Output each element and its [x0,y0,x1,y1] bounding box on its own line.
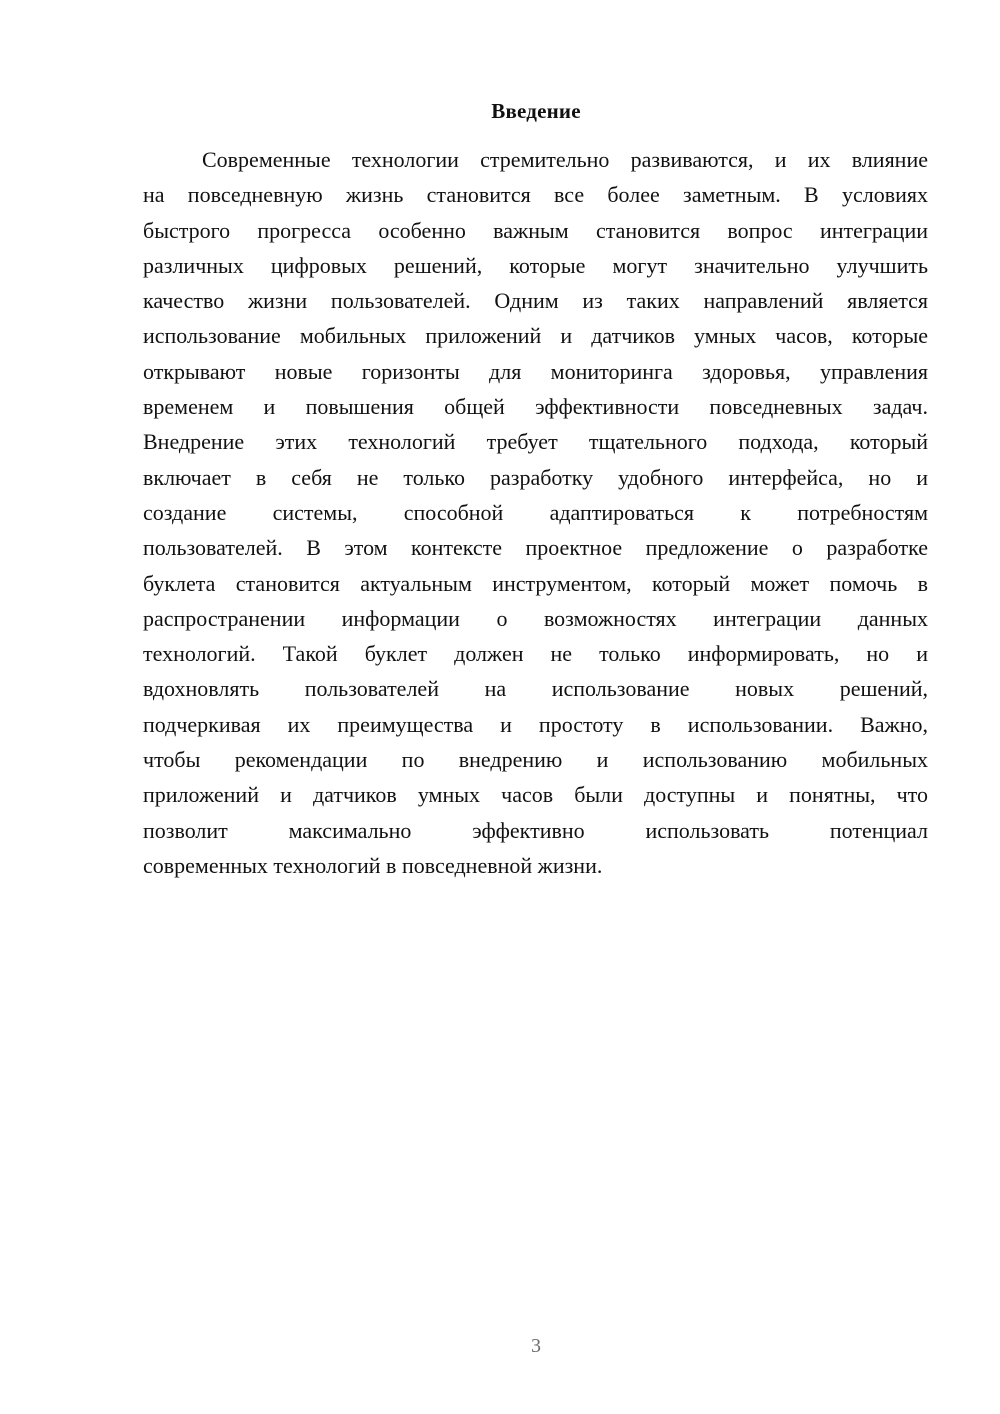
paragraph-line: Современные технологии стремительно развиваются, и их влияние [202,147,928,172]
paragraph-line: подчеркивая их преимущества и простоту в использовании. Важно, [143,711,928,737]
paragraph-line: создание системы, способной адаптироваться к потребностям [143,499,928,525]
intro-paragraph [143,142,928,883]
paragraph-line: позволит максимально эффективно использовать потенциал [143,817,928,843]
paragraph-line: буклета становится актуальным инструментом, который может помочь в [143,570,928,596]
paragraph-line: чтобы рекомендации по внедрению и использованию мобильных [143,747,928,773]
paragraph-line: приложений и датчиков умных часов были доступны и понятны, что [143,782,928,808]
paragraph-line: распространении информации о возможностях интеграции данных [143,605,928,631]
paragraph-line: технологий. Такой буклет должен не только информировать, но и [143,641,928,667]
paragraph-line: временем и повышения общей эффективности повседневных задач. [143,394,928,420]
paragraph-line: на повседневную жизнь становится все более заметным. В условиях [143,182,928,208]
page-number: 3 [531,1335,541,1357]
paragraph-line: включает в себя не только разработку удобного интерфейса, но и [143,464,928,490]
paragraph-line: использование мобильных приложений и датчиков умных часов, которые [143,323,928,349]
paragraph-line: открывают новые горизонты для мониторинга здоровья, управления [143,358,928,384]
paragraph-line: Внедрение этих технологий требует тщательного подхода, который [143,429,928,455]
paragraph-line: вдохновлять пользователей на использование новых решений, [143,676,928,702]
paragraph-line: быстрого прогресса особенно важным становится вопрос интеграции [143,217,928,243]
paragraph-line: пользователей. В этом контексте проектное предложение о разработке [143,535,928,561]
paragraph-line: качество жизни пользователей. Одним из таких направлений является [143,288,928,314]
paragraph-line: различных цифровых решений, которые могут значительно улучшить [143,252,928,278]
section-heading: Введение [491,99,581,123]
paragraph-line: современных технологий в повседневной жизни. [143,852,603,878]
